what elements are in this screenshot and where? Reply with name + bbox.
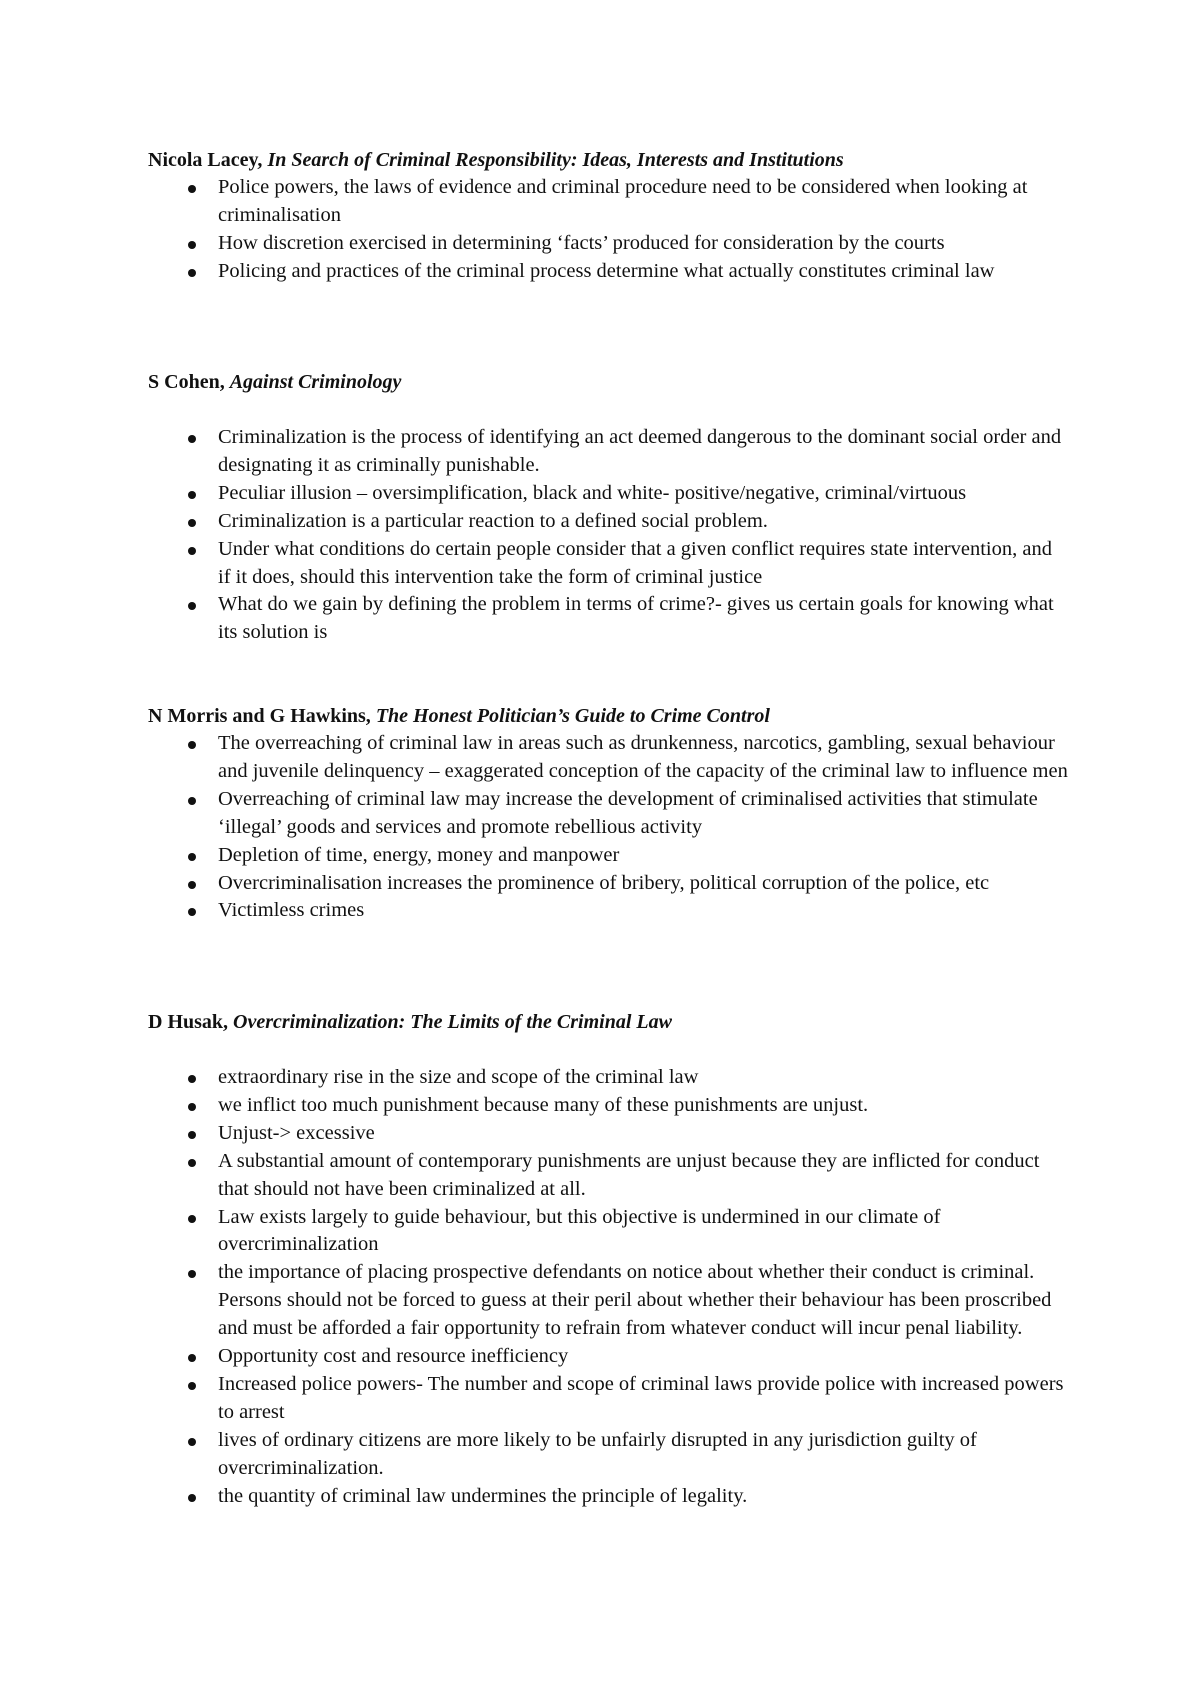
list-item: extraordinary rise in the size and scope of the criminal law	[148, 1064, 1068, 1092]
bullet-icon	[188, 1159, 196, 1167]
list-item: lives of ordinary citizens are more likely to be unfairly disrupted in any jurisdiction guilty of overcriminalization.	[148, 1427, 1068, 1483]
list-item: Overcriminalisation increases the prominence of bribery, political corruption of the police, etc	[148, 870, 1068, 898]
bullet-icon	[188, 1438, 196, 1446]
list-item: Depletion of time, energy, money and manpower	[148, 842, 1068, 870]
section-lacey	[148, 146, 1068, 286]
list-item: How discretion exercised in determining ‘facts’ produced for consideration by the courts	[148, 230, 1068, 258]
list-item: Increased police powers- The number and scope of criminal laws provide police with increased powers to arrest	[148, 1371, 1068, 1427]
bullet-icon	[188, 853, 196, 861]
section-cohen	[148, 368, 1068, 647]
bullet-icon	[188, 1494, 196, 1502]
list-item: Peculiar illusion – oversimplification, black and white- positive/negative, criminal/virtuous	[148, 480, 1068, 508]
bullet-icon	[188, 1382, 196, 1390]
list-item: the quantity of criminal law undermines the principle of legality.	[148, 1483, 1068, 1511]
bullet-icon	[188, 547, 196, 555]
section-heading	[148, 368, 1068, 396]
section-husak	[148, 1008, 1068, 1511]
list-item: we inflict too much punishment because many of these punishments are unjust.	[148, 1092, 1068, 1120]
section-heading	[148, 1008, 1068, 1036]
list-item: Policing and practices of the criminal process determine what actually constitutes criminal law	[148, 258, 1068, 286]
bullet-icon	[188, 491, 196, 499]
list-item: Under what conditions do certain people consider that a given conflict requires state intervention, and if it does, should this intervention take the form of criminal justice	[148, 536, 1068, 592]
section-title: In Search of Criminal Responsibility: Ideas, Interests and Institutions	[267, 149, 844, 171]
bullet-icon	[188, 797, 196, 805]
list-item: Criminalization is the process of identifying an act deemed dangerous to the dominant social order and designating it as criminally punishable.	[148, 424, 1068, 480]
list-item: Overreaching of criminal law may increase the development of criminalised activities that stimulate ‘illegal’ goods and services and promote rebellious activity	[148, 786, 1068, 842]
bullet-icon	[188, 269, 196, 277]
bullet-icon	[188, 1103, 196, 1111]
section-title: Against Criminology	[229, 371, 402, 393]
bullet-icon	[188, 435, 196, 443]
list-item: The overreaching of criminal law in areas such as drunkenness, narcotics, gambling, sexual behaviour and juvenile delinquency – exaggerated conception of the capacity of the criminal law to influence men	[148, 730, 1068, 786]
list-item: the importance of placing prospective defendants on notice about whether their conduct is criminal. Persons should not be forced to guess at their peril about whether their behaviour has been proscribed and must be afforded a fair opportunity to refrain from whatever conduct will incur penal liability.	[148, 1259, 1068, 1343]
bullet-icon	[188, 908, 196, 916]
bullet-list	[148, 1064, 1068, 1511]
section-author: D Husak,	[148, 1011, 229, 1033]
list-item: Unjust-> excessive	[148, 1120, 1068, 1148]
section-heading	[148, 702, 1068, 730]
bullet-icon	[188, 1131, 196, 1139]
bullet-list	[148, 174, 1068, 286]
list-item: Criminalization is a particular reaction to a defined social problem.	[148, 508, 1068, 536]
list-item: Law exists largely to guide behaviour, but this objective is undermined in our climate of overcriminalization	[148, 1204, 1068, 1260]
section-heading	[148, 146, 1068, 174]
bullet-icon	[188, 1270, 196, 1278]
bullet-icon	[188, 1075, 196, 1083]
bullet-icon	[188, 881, 196, 889]
bullet-icon	[188, 185, 196, 193]
section-morris-hawkins	[148, 702, 1068, 925]
bullet-icon	[188, 741, 196, 749]
bullet-icon	[188, 1215, 196, 1223]
section-title: The Honest Politician’s Guide to Crime Control	[375, 705, 770, 727]
section-title: Overcriminalization: The Limits of the Criminal Law	[233, 1011, 672, 1033]
list-item: What do we gain by defining the problem in terms of crime?- gives us certain goals for knowing what its solution is	[148, 591, 1068, 647]
section-author: S Cohen,	[148, 371, 225, 393]
bullet-icon	[188, 1354, 196, 1362]
bullet-list	[148, 424, 1068, 647]
list-item: Victimless crimes	[148, 897, 1068, 925]
bullet-icon	[188, 241, 196, 249]
bullet-list	[148, 730, 1068, 925]
section-author: Nicola Lacey,	[148, 149, 263, 171]
section-author: N Morris and G Hawkins,	[148, 705, 371, 727]
bullet-icon	[188, 602, 196, 610]
bullet-icon	[188, 519, 196, 527]
list-item: Opportunity cost and resource inefficiency	[148, 1343, 1068, 1371]
list-item: Police powers, the laws of evidence and criminal procedure need to be considered when looking at criminalisation	[148, 174, 1068, 230]
list-item: A substantial amount of contemporary punishments are unjust because they are inflicted for conduct that should not have been criminalized at all.	[148, 1148, 1068, 1204]
